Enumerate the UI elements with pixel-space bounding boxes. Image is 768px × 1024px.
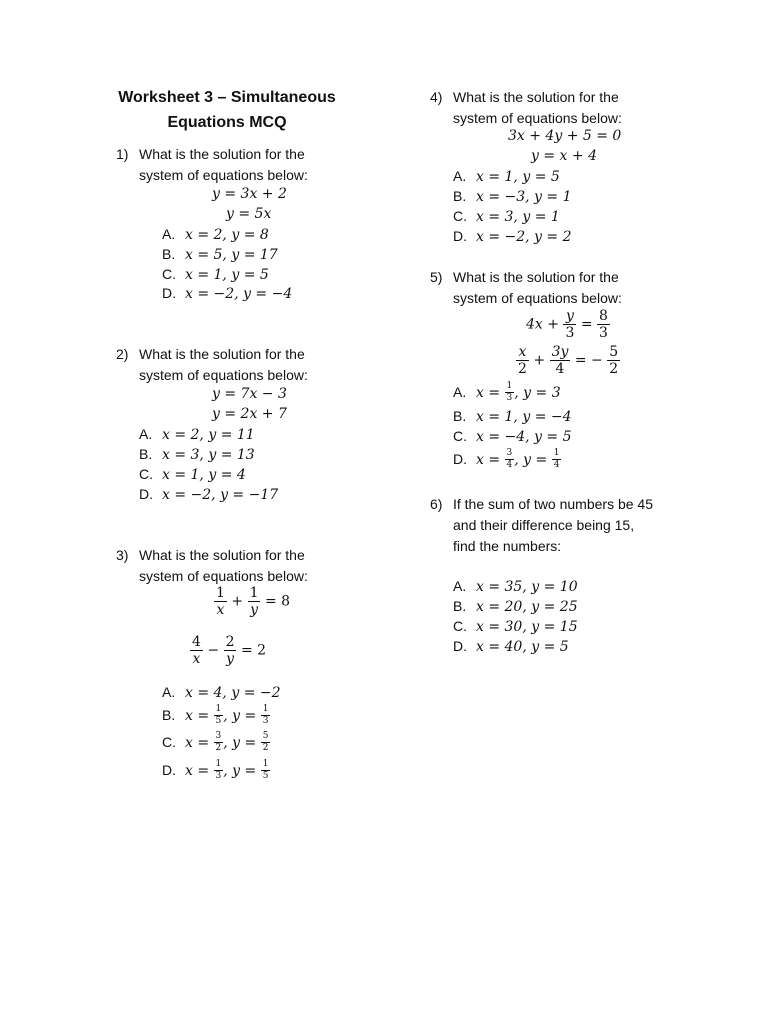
equation-1: 3x + 4y + 5 = 0	[508, 128, 622, 144]
option-value: x = 1, y = 4	[162, 467, 246, 483]
option-label: C.	[139, 466, 153, 482]
option-label: D.	[162, 761, 176, 778]
equation-rhs: = 8	[264, 593, 291, 610]
fraction: $\frac{y}{3}$	[565, 308, 575, 341]
option-value: x = 2, y = 8	[185, 227, 269, 243]
option-value: x = 3, y = 1	[476, 209, 560, 225]
option-label: D.	[453, 638, 467, 654]
option-label: C.	[453, 428, 467, 444]
option-value: x = 1, y = 5	[476, 169, 560, 185]
option-value: x = $\frac{1}{5}$ , y = $\frac{1}{3}$	[185, 704, 269, 726]
question-text-line: What is the solution for the	[453, 269, 619, 285]
option-value: x = $\frac{3}{2}$ , y = $\frac{5}{2}$	[185, 731, 269, 753]
worksheet-title	[97, 85, 357, 135]
question-text-line: system of equations below:	[139, 167, 308, 183]
question-text	[453, 87, 622, 129]
fraction: $\frac{x}{2}$	[518, 344, 527, 377]
option-label: A.	[453, 383, 467, 400]
equation-2	[516, 345, 620, 376]
option-label: C.	[453, 618, 467, 634]
question-1	[116, 144, 356, 186]
option-value: x = $\frac{3}{4}$ , y = $\frac{1}{4}$	[476, 448, 560, 470]
option-b[interactable]	[162, 246, 278, 266]
option-value: x = −4, y = 5	[476, 429, 572, 445]
question-number: 1)	[116, 146, 129, 162]
option-label: A.	[162, 226, 176, 242]
question-3	[116, 545, 356, 587]
option-value: x = 35, y = 10	[476, 579, 578, 595]
option-c[interactable]	[139, 466, 246, 486]
option-value: x = −2, y = 2	[476, 229, 572, 245]
option-label: C.	[162, 266, 176, 282]
equals-sign: =	[580, 316, 593, 333]
question-4	[430, 87, 690, 129]
question-text-line: system of equations below:	[453, 290, 622, 306]
option-value: x = $\frac{1}{3}$ , y = 3	[476, 381, 561, 403]
option-a[interactable]	[453, 578, 578, 598]
option-value: x = 1, y = −4	[476, 409, 572, 425]
question-text-line: and their difference being 15,	[453, 517, 635, 533]
option-label: A.	[162, 684, 176, 700]
option-c[interactable]	[453, 208, 560, 228]
option-label: A.	[139, 426, 153, 442]
question-6	[430, 494, 700, 557]
option-value: x = −2, y = −17	[162, 487, 279, 503]
question-text	[139, 344, 308, 386]
equation-2: y = x + 4	[531, 148, 597, 164]
option-label: D.	[453, 228, 467, 244]
question-text-line: find the numbers:	[453, 538, 562, 554]
question-text	[139, 545, 308, 587]
option-label: D.	[139, 486, 153, 502]
option-label: C.	[162, 733, 176, 750]
equation-2	[190, 635, 266, 666]
operator: +	[231, 593, 244, 610]
option-value: x = 4, y = −2	[185, 685, 281, 701]
option-c[interactable]	[453, 428, 572, 448]
equation-1: y = 3x + 2	[212, 186, 287, 202]
question-text-line: system of equations below:	[139, 367, 308, 383]
fraction: $\frac{2}{y}$	[225, 634, 235, 667]
question-number: 6)	[430, 496, 443, 512]
option-value: x = 30, y = 15	[476, 619, 578, 635]
option-d[interactable]	[453, 449, 561, 473]
fraction: $\frac{3y}{4}$	[551, 344, 569, 377]
question-number: 5)	[430, 269, 443, 285]
equation-rhs: = 2	[240, 642, 267, 659]
question-5	[430, 267, 690, 309]
question-text-line: What is the solution for the	[139, 146, 305, 162]
option-a[interactable]	[162, 684, 281, 704]
option-b[interactable]	[453, 598, 578, 618]
option-b[interactable]	[453, 188, 572, 208]
fraction: $\frac{5}{2}$	[609, 344, 619, 377]
equation-1	[526, 309, 610, 340]
option-label: B.	[162, 246, 176, 262]
fraction: $\frac{1}{x}$	[216, 585, 225, 618]
equation-1: y = 7x − 3	[212, 386, 287, 402]
option-value: x = 3, y = 13	[162, 447, 255, 463]
operator: −	[207, 642, 220, 659]
option-label: D.	[453, 450, 467, 467]
option-value: x = 5, y = 17	[185, 247, 278, 263]
question-text	[453, 267, 622, 309]
option-label: B.	[453, 408, 467, 424]
fraction: $\frac{8}{3}$	[599, 308, 608, 341]
option-d[interactable]	[162, 285, 292, 305]
title-line-1: Worksheet 3 – Simultaneous	[118, 89, 336, 106]
option-value: x = −2, y = −4	[185, 286, 293, 302]
question-text-line: What is the solution for the	[139, 547, 305, 563]
option-d[interactable]	[453, 228, 572, 248]
equation-lhs: 4x +	[526, 316, 559, 333]
equation-2: y = 5x	[226, 206, 272, 222]
option-value: x = −3, y = 1	[476, 189, 572, 205]
question-2	[116, 344, 356, 386]
equation-1	[214, 586, 290, 617]
option-a[interactable]	[453, 168, 560, 188]
fraction: $\frac{1}{y}$	[249, 585, 259, 618]
option-value: x = 40, y = 5	[476, 639, 569, 655]
option-value: x = 2, y = 11	[162, 427, 255, 443]
title-line-2: Equations MCQ	[167, 114, 287, 131]
option-label: B.	[453, 188, 467, 204]
question-number: 4)	[430, 89, 443, 105]
option-value: x = $\frac{1}{3}$ , y = $\frac{1}{5}$	[185, 759, 269, 781]
equation-2: y = 2x + 7	[212, 406, 287, 422]
option-a[interactable]	[162, 226, 269, 246]
option-b[interactable]	[453, 408, 572, 428]
option-a[interactable]	[453, 382, 561, 406]
option-a[interactable]	[139, 426, 255, 446]
option-c[interactable]	[162, 266, 269, 286]
question-text-line: system of equations below:	[139, 568, 308, 584]
option-b[interactable]	[139, 446, 255, 466]
option-label: B.	[162, 706, 176, 723]
equals-sign: = −	[574, 352, 603, 369]
question-number: 2)	[116, 346, 129, 362]
question-text-line: system of equations below:	[453, 110, 622, 126]
option-b[interactable]	[162, 705, 270, 729]
option-value: x = 1, y = 5	[185, 267, 269, 283]
option-c[interactable]	[162, 732, 270, 756]
option-label: C.	[453, 208, 467, 224]
question-text-line: What is the solution for the	[453, 89, 619, 105]
option-c[interactable]	[453, 618, 578, 638]
option-d[interactable]	[139, 486, 278, 506]
option-label: D.	[162, 285, 176, 301]
option-value: x = 20, y = 25	[476, 599, 578, 615]
option-label: A.	[453, 578, 467, 594]
option-d[interactable]	[453, 638, 569, 658]
question-text-line: What is the solution for the	[139, 346, 305, 362]
question-number: 3)	[116, 547, 129, 563]
question-text	[139, 144, 308, 186]
question-text	[453, 494, 653, 557]
option-label: B.	[453, 598, 467, 614]
option-label: A.	[453, 168, 467, 184]
operator: +	[533, 352, 546, 369]
option-d[interactable]	[162, 760, 270, 784]
question-text-line: If the sum of two numbers be 45	[453, 496, 653, 512]
fraction: $\frac{4}{x}$	[192, 634, 201, 667]
option-label: B.	[139, 446, 153, 462]
